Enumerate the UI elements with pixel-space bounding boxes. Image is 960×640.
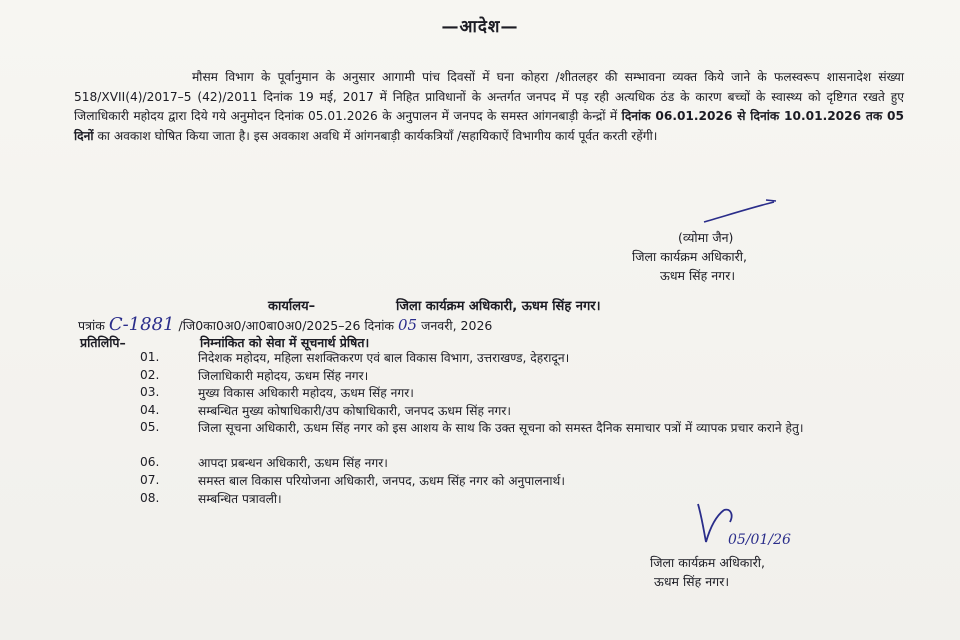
item-number: 04. (140, 402, 160, 417)
item-text: सम्बन्धित पत्रावली। (198, 491, 282, 506)
office-label: कार्यालय– (268, 299, 316, 314)
letter-reference (78, 314, 492, 335)
item-number: 03. (140, 385, 160, 400)
order-text-main: मौसम विभाग के पूर्वानुमान के अनुसार आगामी पांच दिवसों में घना कोहरा /शीतलहर की सम्भावना व्यक्त किये जाने के फलस्वरूप शासनादेश संख्या 518/XVII(4)/2017–5 (42)/2011 दिनांक 19 मई, 2017 में निहित प्राविधानों के अन्तर्गत जनपद में पड़ रही अत्यधिक ठंड के कारण बच्चों के स्वास्थ्य को दृष्टिगत रखते हुए जिलाधिकारी महोदय द्वारा दिये गये अनुमोदन दिनांक 05.01.2026 के अनुपालन में जनपद के समस्त आंगनबाड़ी केन्द्रों में (74, 70, 904, 123)
officer-place: ऊधम सिंह नगर। (660, 268, 736, 283)
order-text-end: का अवकाश घोषित किया जाता है। इस अवकाश अवधि में आंगनबाड़ी कार्यकत्रियाँ /सहायिकाऐं विभागीय कार्य पूर्वत करती रहेंगी। (97, 128, 658, 143)
office-name: जिला कार्यक्रम अधिकारी, ऊधम सिंह नगर। (396, 299, 601, 314)
order-text (74, 68, 904, 146)
leave-period: दिनांक 06.01.2026 से दिनांक 10.01.2026 तक 05 दिनों (74, 109, 904, 143)
signature-date-handwritten: 05/01/26 (728, 532, 791, 548)
letter-number-handwritten: C-1881 (108, 314, 175, 335)
item-text: आपदा प्रबन्धन अधिकारी, ऊधम सिंह नगर। (198, 456, 388, 471)
item-number: 05. (140, 420, 160, 435)
item-number: 01. (140, 350, 160, 364)
item-number: 06. (140, 455, 160, 470)
signature-block-1 (632, 228, 747, 285)
item-text: समस्त बाल विकास परियोजना अधिकारी, जनपद, ऊधम सिंह नगर को अनुपालनार्थ। (198, 473, 565, 488)
officer-designation: जिला कार्यक्रम अधिकारी, (650, 555, 765, 570)
item-text: जिला सूचना अधिकारी, ऊधम सिंह नगर को इस आशय के साथ कि उक्त सूचना को समस्त दैनिक समाचार पत्रों में व्यापक प्रचार कराने हेतु। (198, 421, 804, 436)
officer-place: ऊधम सिंह नगर। (654, 574, 730, 589)
item-text: सम्बन्धित मुख्य कोषाधिकारी/उप कोषाधिकारी, जनपद ऊधम सिंह नगर। (198, 403, 512, 418)
item-number: 02. (140, 367, 160, 382)
officer-designation: जिला कार्यक्रम अधिकारी, (632, 249, 747, 264)
letter-date-handwritten: 05 (398, 316, 418, 334)
office-line (268, 296, 601, 314)
signature-block-2 (650, 553, 765, 591)
copy-heading: निम्नांकित को सेवा में सूचनार्थ प्रेषित। (200, 335, 370, 350)
item-number: 07. (140, 472, 160, 487)
item-text: निदेशक महोदय, महिला सशक्तिकरण एवं बाल विकास विभाग, उत्तराखण्ड, देहरादून। (198, 351, 570, 365)
letter-ref: /जि0का0अ0/आ0बा0अ0/2025–26 दिनांक (178, 318, 395, 333)
order-paragraph (74, 68, 904, 146)
document-title: —आदेश— (441, 17, 519, 37)
letter-prefix: पत्रांक (78, 318, 105, 333)
letter-date-rest: जनवरी, 2026 (421, 318, 493, 333)
copy-label: प्रतिलिपि– (80, 335, 126, 350)
item-text: मुख्य विकास अधिकारी महोदय, ऊधम सिंह नगर। (198, 386, 414, 401)
signature-mark-1 (700, 198, 780, 228)
item-number: 08. (140, 490, 160, 505)
item-text: जिलाधिकारी महोदय, ऊधम सिंह नगर। (198, 368, 369, 383)
officer-name: (व्योमा जैन) (678, 230, 734, 245)
